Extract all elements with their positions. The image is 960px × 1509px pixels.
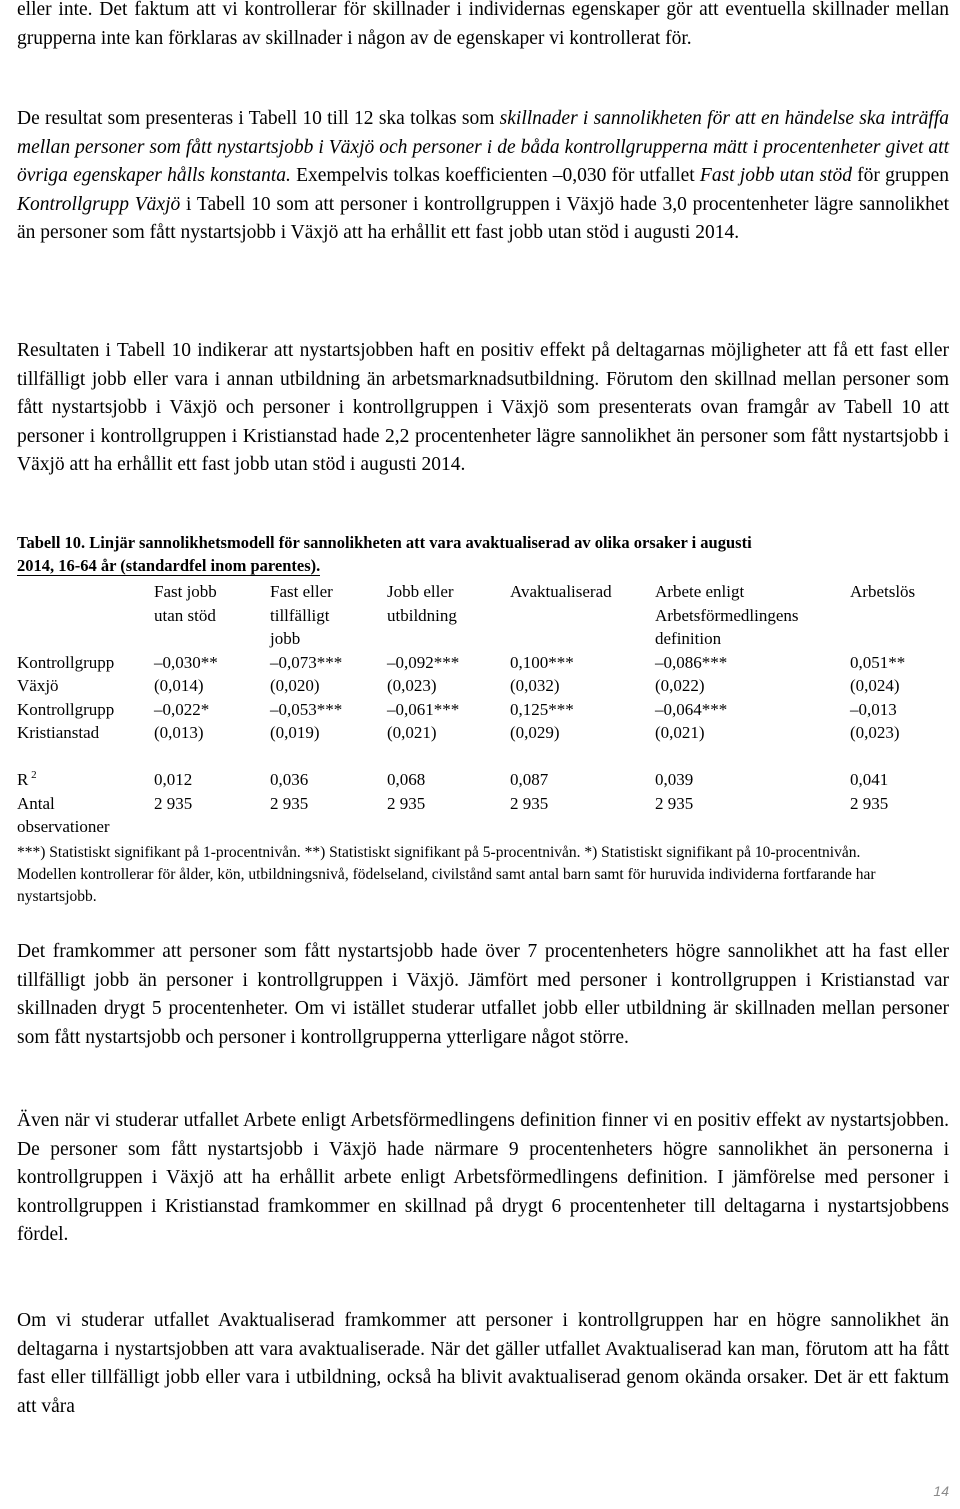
paragraph: eller inte. Det faktum att vi kontrollerar för skillnader i individernas egenskaper gör att eventuella skillnader mellan grupperna inte kan förklaras av skillnader i någon av de egenskaper vi kontrollerat för. bbox=[17, 0, 949, 49]
table-cell-standard-error: (0,024) bbox=[850, 676, 900, 695]
row-label: observationer bbox=[17, 817, 110, 836]
table-cell-n: 2 935 bbox=[655, 793, 694, 813]
table-cell-standard-error: (0,032) bbox=[510, 676, 560, 695]
table-cell-coefficient: 0,125*** bbox=[510, 699, 574, 719]
table-cell-r2: 0,041 bbox=[850, 770, 889, 789]
column-header: Fast eller bbox=[270, 582, 333, 601]
table-cell-coefficient: –0,030** bbox=[154, 652, 218, 672]
text-span: för gruppen bbox=[851, 165, 949, 186]
table-cell-standard-error: (0,014) bbox=[154, 676, 204, 695]
text-span: De resultat som presenteras i Tabell 10 till 12 ska tolkas som bbox=[17, 108, 500, 129]
paragraph: Det framkommer att personer som fått nystartsjobb hade över 7 procentenheters högre sannolikhet att ha fast eller tillfälligt jobb än personer i kontrollgruppen i Växjö. Jämfört med personer i kontrollgruppen i Kristianstad var skillnaden drygt 5 procentenheter. Om vi istället studerar utfallet jobb eller utbildning är skillnaden mellan personer som fått nystartsjobb och personer i kontrollgrupperna ytterligare något större. bbox=[17, 941, 949, 1048]
column-header: utbildning bbox=[387, 605, 457, 625]
italic-span: skillnader i sannolikheten för att en händelse ska inträffa mellan personer som fått nystartsjobb i Växjö och personer i de båda kontrollgrupperna mätt i procentenheter givet att övriga egenskaper hålls konstanta. bbox=[17, 108, 949, 186]
table-cell-standard-error: (0,021) bbox=[387, 723, 437, 742]
table-cell-coefficient: –0,064*** bbox=[655, 699, 728, 719]
table-cell-standard-error: (0,020) bbox=[270, 676, 320, 695]
row-label: Kontrollgrupp bbox=[17, 652, 115, 672]
table-cell-n: 2 935 bbox=[850, 793, 889, 813]
table-caption bbox=[17, 531, 949, 577]
paragraph bbox=[17, 105, 949, 248]
caption-text: 2014, 16-64 år (standardfel inom parentes). bbox=[17, 556, 321, 575]
page-number: 14 bbox=[933, 1483, 949, 1499]
table-cell-standard-error: (0,021) bbox=[655, 723, 705, 742]
table-cell-coefficient: –0,073*** bbox=[270, 652, 343, 672]
table-cell-coefficient: –0,053*** bbox=[270, 699, 343, 719]
table-cell-coefficient: –0,022* bbox=[154, 699, 210, 719]
r2-superscript: 2 bbox=[28, 769, 37, 781]
table-cell-coefficient: –0,061*** bbox=[387, 699, 460, 719]
row-label: Antal bbox=[17, 793, 55, 813]
table-cell-standard-error: (0,023) bbox=[850, 723, 900, 742]
paragraph: Resultaten i Tabell 10 indikerar att nystartsjobben haft en positiv effekt på deltagarnas möjligheter att få ett fast eller tillfälligt jobb eller vara i annan utbildning än arbetsmarknadsutbildning. Förutom den skillnad mellan personer som fått nystartsjobb i Växjö och personer i kontrollgruppen i Växjö som presenterats ovan framgår av Tabell 10 att personer i kontrollgruppen i Kristianstad hade 2,2 procentenheter lägre sannolikhet än personer som fått nystartsjobb i Växjö att ha erhållit ett fast jobb utan stöd i augusti 2014. bbox=[17, 340, 949, 475]
table-cell-r2: 0,068 bbox=[387, 770, 426, 789]
column-header: utan stöd bbox=[154, 605, 216, 625]
italic-span: Fast jobb utan stöd bbox=[699, 165, 852, 186]
table-cell-n: 2 935 bbox=[270, 793, 309, 813]
table-cell-n: 2 935 bbox=[387, 793, 426, 813]
table-cell-coefficient: 0,051** bbox=[850, 652, 906, 672]
column-header: definition bbox=[655, 629, 722, 648]
column-header: Avaktualiserad bbox=[510, 582, 612, 601]
table-cell-r2: 0,087 bbox=[510, 770, 549, 789]
table-notes: ***) Statistiskt signifikant på 1-procentnivån. **) Statistiskt signifikant på 5-procentnivån. *) Statistiskt signifikant på 10-procentnivån. Modellen kontrollerar för ålder, kön, utbildningsnivå, födelseland, civilstånd samt antal barn samt för huruvida individerna fortfarande har nystartsjobb. bbox=[17, 844, 876, 905]
table-cell-standard-error: (0,019) bbox=[270, 723, 320, 742]
row-label-r2 bbox=[17, 768, 37, 792]
row-label: Kristianstad bbox=[17, 723, 100, 742]
caption-line bbox=[17, 554, 949, 577]
column-header: Fast jobb bbox=[154, 582, 217, 601]
column-header: tillfälligt bbox=[270, 605, 330, 625]
table-cell-standard-error: (0,023) bbox=[387, 676, 437, 695]
table-cell-standard-error: (0,022) bbox=[655, 676, 705, 695]
table-cell-coefficient: –0,092*** bbox=[387, 652, 460, 672]
table-cell-standard-error: (0,029) bbox=[510, 723, 560, 742]
row-label: Växjö bbox=[17, 676, 59, 695]
text-span: i Tabell 10 som att personer i kontrollgruppen i Växjö hade 3,0 procentenheter lägre sannolikhet än personer som fått nystartsjobb i Växjö att ha erhållit ett fast jobb utan stöd i augusti 2014. bbox=[17, 193, 949, 243]
column-header: Arbete enligt bbox=[655, 582, 745, 601]
paragraph: Även när vi studerar utfallet Arbete enligt Arbetsförmedlingens definition finner vi en positiv effekt av nystartsjobben. De personer som fått nystartsjobb i Växjö hade närmare 9 procentenheters högre sannolikhet än personerna i kontrollgruppen i Växjö att ha erhållit arbete enligt Arbetsförmedlingens definition. I jämförelse med personer i kontrollgruppen i Kristianstad framkommer en skillnad på drygt 6 procentenheter till deltagarna i nystartsjobbens fördel. bbox=[17, 1110, 949, 1245]
column-header: Arbetslös bbox=[850, 582, 916, 601]
column-header: Arbetsförmedlingens bbox=[655, 605, 799, 625]
column-header: jobb bbox=[270, 629, 301, 648]
table-cell-standard-error: (0,013) bbox=[154, 723, 204, 742]
table-cell-r2: 0,039 bbox=[655, 770, 694, 789]
table-cell-n: 2 935 bbox=[154, 793, 193, 813]
table-cell-r2: 0,012 bbox=[154, 770, 193, 789]
column-header: Jobb eller bbox=[387, 582, 454, 601]
table-cell-coefficient: –0,013 bbox=[850, 699, 897, 719]
table-cell-coefficient: –0,086*** bbox=[655, 652, 728, 672]
table-cell-r2: 0,036 bbox=[270, 770, 309, 789]
paragraph: Om vi studerar utfallet Avaktualiserad framkommer att personer i kontrollgruppen har en högre sannolikhet än deltagarna i nystartsjobben att vara avaktualiserade. När det gäller utfallet Avaktualiserad kan man, förutom att ha fått fast eller tillfälligt jobb eller vara i utbildning, också ha blivit avaktualiserad genom okända orsaker. Det är ett faktum att våra bbox=[17, 1310, 949, 1417]
table-cell-coefficient: 0,100*** bbox=[510, 652, 574, 672]
caption-line: Tabell 10. Linjär sannolikhetsmodell för sannolikheten att vara avaktualiserad av olika orsaker i augusti bbox=[17, 533, 752, 552]
text-span: Exempelvis tolkas koefficienten –0,030 för utfallet bbox=[290, 165, 700, 186]
r2-label-text: R bbox=[17, 770, 29, 789]
table-cell-n: 2 935 bbox=[510, 793, 549, 813]
italic-span: Kontrollgrupp Växjö bbox=[17, 193, 181, 215]
row-label: Kontrollgrupp bbox=[17, 699, 115, 719]
